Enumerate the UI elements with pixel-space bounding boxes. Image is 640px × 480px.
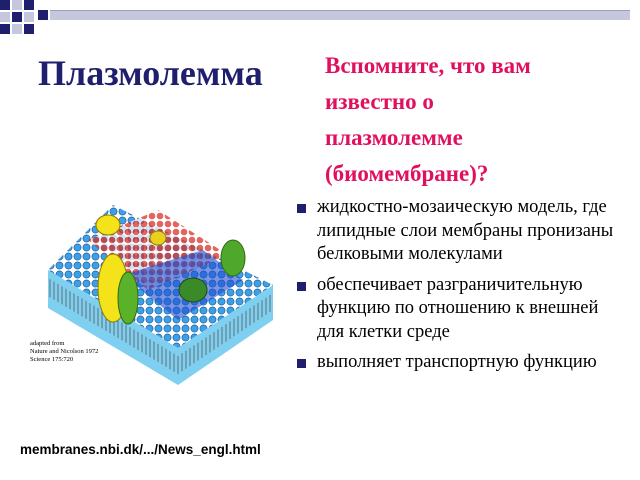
figure-credit: adapted from Nature and Nicolson 1972 Science 175:720 — [30, 340, 99, 363]
bullet-item — [297, 196, 617, 267]
header-decoration — [0, 0, 640, 40]
square-bullet-icon — [297, 204, 306, 213]
bullet-list — [297, 196, 617, 382]
source-link[interactable]: membranes.nbi.dk/.../News_engl.html — [20, 442, 261, 457]
square-bullet-icon — [297, 282, 306, 291]
bullet-text: обеспечивает разграничительную функцию по отношению к внешней для клетки среде — [317, 274, 599, 342]
bullet-item — [297, 351, 617, 375]
bullet-text: жидкостно-мозаическую модель, где липидные слои мембраны пронизаны белковыми молекулами — [317, 197, 614, 264]
bullet-text: выполняет транспортную функцию — [317, 352, 597, 372]
bullet-item — [297, 274, 617, 345]
question-text: Вспомните, что вам известно о плазмолемме (биомембране)? — [325, 53, 531, 186]
square-bullet-icon — [297, 359, 306, 368]
slide-title: Плазмолемма — [38, 53, 263, 93]
